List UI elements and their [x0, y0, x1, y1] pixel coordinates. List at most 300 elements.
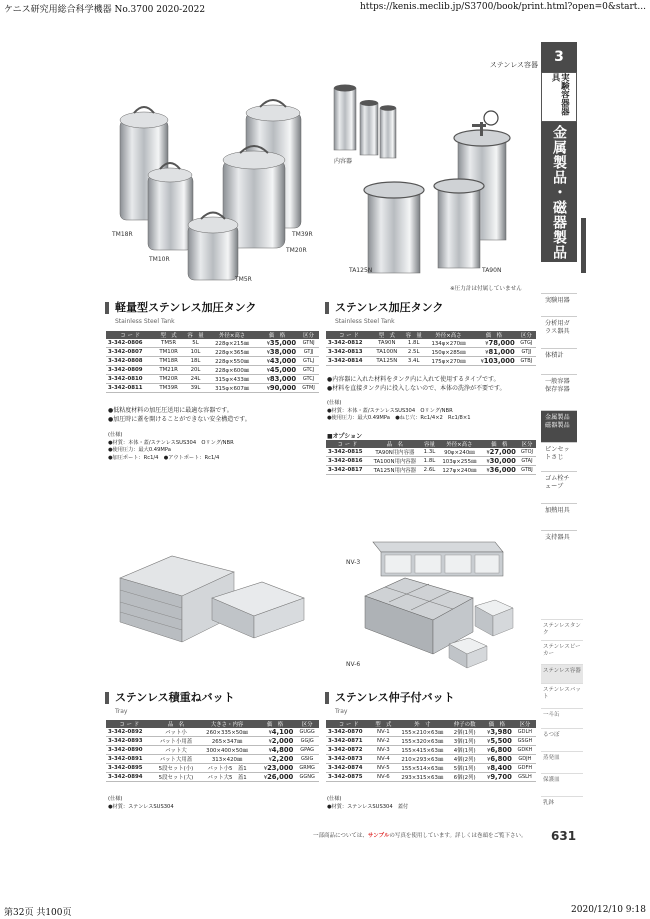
table-row: [326, 339, 536, 348]
column-header: 大きさ・内容: [199, 720, 255, 728]
table-cell: 175φ×270㎜: [426, 357, 471, 366]
table-cell: GGJG: [295, 737, 319, 746]
table-cell: GTCJ: [298, 366, 319, 375]
table-cell: GTMJ: [298, 384, 319, 393]
yen-sign: ¥: [266, 386, 270, 393]
pressure-tank-subtitle: Stainless Steel Tank: [335, 318, 395, 325]
price-cell: ¥3,980: [480, 728, 514, 737]
table-cell: 6個(2列): [449, 773, 480, 782]
table-cell: 315φ×607㎜: [208, 384, 256, 393]
pressure-tank-note-1: ●内容器に入れた材料をタンク内に入れて使用するタイプです。: [327, 376, 500, 383]
column-header: 価 格: [480, 720, 514, 728]
column-header: 型 式: [154, 331, 182, 339]
price-cell: ¥9,700: [480, 773, 514, 782]
tank-photo-group: [108, 95, 323, 295]
table-cell: 313×420㎜: [199, 755, 255, 764]
code-cell: 3-342-0870: [326, 728, 371, 737]
yen-sign: ¥: [480, 359, 484, 366]
spec-material: ●材質：ステンレスSUS304: [108, 803, 174, 810]
code-cell: 3-342-0806: [106, 339, 154, 348]
pressure-tank-photo-group: [328, 78, 528, 278]
light-tank-table: [106, 331, 319, 393]
category-label: ステンレス容器: [489, 61, 538, 69]
yen-sign: ¥: [486, 450, 490, 457]
code-cell: 3-342-0809: [106, 366, 154, 375]
label-tm20r: TM20R: [286, 247, 307, 254]
code-cell: 3-342-0891: [106, 755, 153, 764]
table-cell: GPAG: [295, 746, 319, 755]
chapter-index: [541, 42, 577, 262]
tank-tm10r: [148, 163, 193, 250]
table-row: [106, 366, 319, 375]
table-row: [106, 755, 319, 764]
chapter-tab[interactable]: ピンセットさじ: [541, 442, 577, 471]
code-cell: 3-342-0873: [326, 755, 371, 764]
pressure-tank-title: ステンレス加圧タンク: [325, 302, 443, 314]
table-cell: GTAJ: [518, 457, 536, 466]
table-row: [106, 728, 319, 737]
table-cell: 150φ×285㎜: [426, 348, 471, 357]
light-tank-subtitle: Stainless Steel Tank: [115, 318, 175, 325]
label-nv6: NV-6: [346, 661, 361, 668]
footer-page-count: 第32页 共100页: [4, 908, 72, 918]
table-cell: 155×514×63㎜: [395, 764, 449, 773]
column-header: 型 式: [372, 331, 402, 339]
table-row: [326, 728, 536, 737]
label-inner-container: 内容器: [334, 158, 353, 165]
table-row: [106, 773, 319, 782]
section-subtab[interactable]: ステンレス容器: [541, 664, 583, 683]
table-cell: TA100N用内容器: [369, 457, 421, 466]
section-subtab[interactable]: るつぼ: [541, 728, 583, 751]
footer-timestamp: 2020/12/10 9:18: [571, 905, 646, 915]
code-cell: 3-342-0813: [326, 348, 372, 357]
yen-sign: ¥: [268, 757, 272, 764]
table-cell: GGNG: [295, 773, 319, 782]
code-cell: 3-342-0812: [326, 339, 372, 348]
table-cell: 90φ×240㎜: [438, 448, 480, 457]
table-cell: TM21R: [154, 366, 182, 375]
chapter-tab[interactable]: 体積計: [541, 348, 577, 374]
column-header: コ ー ド: [326, 331, 372, 339]
spec-heading: (仕様): [108, 796, 123, 802]
table-cell: GTGJ: [517, 339, 536, 348]
yen-sign: ¥: [487, 739, 491, 746]
table-cell: GSLH: [514, 773, 536, 782]
table-row: [326, 746, 536, 755]
price-cell: ¥23,000: [255, 764, 295, 773]
light-tank-notes: [108, 407, 251, 424]
price-cell: ¥5,500: [480, 737, 514, 746]
code-cell: 3-342-0817: [326, 466, 369, 475]
stack-tray-title: ステンレス積重ねバット: [105, 692, 235, 704]
table-cell: NV-5: [371, 764, 395, 773]
section-subtab[interactable]: ステンレスタンク: [541, 619, 583, 640]
table-cell: 134φ×270㎜: [426, 339, 471, 348]
table-cell: GSIG: [295, 755, 319, 764]
table-row: [106, 348, 319, 357]
label-tm5r: TM5R: [235, 276, 252, 283]
code-cell: 3-342-0894: [106, 773, 153, 782]
yen-sign: ¥: [266, 368, 270, 375]
code-cell: 3-342-0872: [326, 746, 371, 755]
table-cell: NV-3: [371, 746, 395, 755]
column-header: 区分: [295, 720, 319, 728]
table-cell: 155×415×63㎜: [395, 746, 449, 755]
table-cell: 127φ×240㎜: [438, 466, 480, 475]
column-header: 価 格: [255, 720, 295, 728]
table-cell: TA125N: [372, 357, 402, 366]
yen-sign: ¥: [263, 775, 268, 782]
price-cell: ¥30,000: [481, 457, 518, 466]
table-row: [106, 764, 319, 773]
table-cell: 3.4L: [402, 357, 426, 366]
divider-tray-photo: [345, 536, 525, 671]
yen-sign: ¥: [266, 377, 270, 384]
browser-print-header: [0, 2, 650, 14]
spec-pressure: ●使用圧力：最大0.49MPa: [108, 447, 171, 454]
table-cell: 20L: [183, 366, 208, 375]
column-header: コ ー ド: [326, 440, 369, 448]
table-cell: TM10R: [154, 348, 182, 357]
page-number: 631: [551, 829, 577, 843]
table-cell: 1.8L: [402, 339, 426, 348]
label-ta125n: TA125N: [349, 267, 373, 274]
yen-sign: ¥: [486, 468, 490, 475]
price-cell: ¥38,000: [256, 348, 298, 357]
divider-tray-spec: [327, 796, 408, 811]
code-cell: 3-342-0810: [106, 375, 154, 384]
chapter-tab[interactable]: 実験用器: [541, 293, 577, 316]
table-row: [326, 737, 536, 746]
yen-sign: ¥: [487, 748, 491, 755]
table-cell: TA100N: [372, 348, 402, 357]
table-cell: 155×320×63㎜: [395, 737, 449, 746]
price-cell: ¥103,000: [471, 357, 517, 366]
table-cell: バット小: [153, 728, 200, 737]
spec-ports: ●加圧ポート：Rc1/4 ●アウトポート：Rc1/4: [108, 454, 220, 461]
code-cell: 3-342-0890: [106, 746, 153, 755]
table-cell: 210×293×63㎜: [395, 755, 449, 764]
table-cell: 1.3L: [421, 448, 438, 457]
table-cell: NV-6: [371, 773, 395, 782]
column-header: 外 寸: [395, 720, 449, 728]
yen-sign: ¥: [487, 766, 491, 773]
table-cell: GRMG: [295, 764, 319, 773]
section-subtab[interactable]: 保護皿: [541, 773, 583, 796]
code-cell: 3-342-0875: [326, 773, 371, 782]
table-cell: GTNJ: [298, 339, 319, 348]
table-cell: 228φ×365㎜: [208, 348, 256, 357]
chapter-tab[interactable]: ゴム栓チューブ: [541, 471, 577, 503]
yen-sign: ¥: [487, 730, 491, 737]
table-cell: バット大用蓋: [153, 755, 200, 764]
table-cell: 2.5L: [402, 348, 426, 357]
light-tank-note-1: ●低粘度材料の加圧圧送用に最適な容器です。: [108, 407, 233, 414]
pressure-tank-table: [326, 331, 536, 366]
pressure-tank-notes: [327, 376, 506, 393]
yen-sign: ¥: [268, 739, 272, 746]
chapter-tab[interactable]: 加熱用具: [541, 503, 577, 530]
table-cell: 4個(2列): [449, 755, 480, 764]
tank-ta90n: [434, 179, 484, 268]
yen-sign: ¥: [268, 730, 272, 737]
yen-sign: ¥: [487, 757, 491, 764]
table-cell: GDFH: [514, 764, 536, 773]
table-cell: GDLH: [514, 728, 536, 737]
table-cell: 1.8L: [421, 457, 438, 466]
note-text-pre: 一部商品については、: [313, 833, 368, 839]
price-cell: ¥35,000: [256, 339, 298, 348]
price-cell: ¥2,000: [255, 737, 295, 746]
spec-pressure: ●使用圧力：最大0.49MPa ●ねじ穴：Rc1/4×2 Rc1/8×1: [327, 415, 471, 422]
code-cell: 3-342-0874: [326, 764, 371, 773]
tank-tm5r: [188, 213, 238, 281]
column-header: 容 量: [183, 331, 208, 339]
price-cell: ¥78,000: [471, 339, 517, 348]
table-cell: 24L: [183, 375, 208, 384]
table-cell: GTCJ: [298, 375, 319, 384]
stack-tray-table: [106, 720, 319, 782]
divider-tray-table: [326, 720, 536, 782]
table-row: [326, 773, 536, 782]
table-cell: TM18R: [154, 357, 182, 366]
column-header: 外径×高さ: [208, 331, 256, 339]
spec-material: ●材質：本体・蓋/ステンレスSUS304 Oリング/NBR: [108, 439, 234, 446]
table-cell: 5個(1列): [449, 764, 480, 773]
option-heading: ■オプション: [327, 433, 363, 440]
column-header: コ ー ド: [106, 720, 153, 728]
section-title: 金属製品・磁器製品: [541, 122, 577, 262]
table-cell: TM39R: [154, 384, 182, 393]
code-cell: 3-342-0814: [326, 357, 372, 366]
column-header: コ ー ド: [326, 720, 371, 728]
table-row: [326, 357, 536, 366]
chapter-tab[interactable]: 分析用ガラス器具: [541, 316, 577, 348]
column-header: 容量: [421, 440, 438, 448]
column-header: 区分: [517, 331, 536, 339]
table-cell: 2個(1列): [449, 728, 480, 737]
pressure-tank-spec: [327, 400, 471, 423]
table-cell: 5段セット(小): [153, 764, 200, 773]
stack-tray-photo: [112, 550, 312, 655]
code-cell: 3-342-0808: [106, 357, 154, 366]
yen-sign: ¥: [263, 766, 268, 773]
table-row: [106, 737, 319, 746]
section-subtab[interactable]: 乳鉢: [541, 796, 583, 816]
price-cell: ¥83,000: [256, 375, 298, 384]
table-cell: TM5R: [154, 339, 182, 348]
column-header: 価 格: [481, 440, 518, 448]
label-nv3: NV-3: [346, 559, 361, 566]
price-cell: ¥27,000: [481, 448, 518, 457]
divider-tray-title: ステンレス仲子付バット: [325, 692, 455, 704]
table-row: [106, 375, 319, 384]
table-row: [106, 384, 319, 393]
table-cell: 5段セット(大): [153, 773, 200, 782]
price-cell: ¥8,400: [480, 764, 514, 773]
table-cell: GTBJ: [517, 357, 536, 366]
browser-print-footer: [0, 905, 650, 917]
code-cell: 3-342-0816: [326, 457, 369, 466]
chapter-tab[interactable]: 金属製品磁器製品: [541, 410, 577, 442]
column-header: 品 名: [369, 440, 421, 448]
table-row: [106, 339, 319, 348]
column-header: 外径×高さ: [426, 331, 471, 339]
table-header-row: [106, 720, 319, 728]
table-cell: バット大: [153, 746, 200, 755]
yen-sign: ¥: [485, 341, 489, 348]
label-tm10r: TM10R: [149, 256, 170, 263]
section-subtab[interactable]: ステンレスビーカー: [541, 640, 583, 664]
table-cell: 260×335×50㎜: [199, 728, 255, 737]
divider-tray-subtitle: Tray: [335, 708, 348, 715]
table-header-row: [326, 440, 536, 448]
chapter-tab[interactable]: 支持器具: [541, 530, 577, 555]
column-header: コ ー ド: [106, 331, 154, 339]
table-cell: TA90N: [372, 339, 402, 348]
section-subtab[interactable]: 一斗缶: [541, 708, 583, 728]
column-header: 区分: [518, 440, 536, 448]
column-header: 外径×高さ: [438, 440, 480, 448]
yen-sign: ¥: [487, 775, 491, 782]
price-cell: ¥2,200: [255, 755, 295, 764]
table-cell: 155×210×63㎜: [395, 728, 449, 737]
code-cell: 3-342-0895: [106, 764, 153, 773]
table-row: [326, 764, 536, 773]
header-title: ケニス研究用総合科学機器 No.3700 2020-2022: [4, 5, 206, 15]
chapter-number: 3: [541, 42, 577, 72]
price-cell: ¥36,000: [481, 466, 518, 475]
table-cell: 2.6L: [421, 466, 438, 475]
tank-ta125n: [364, 182, 424, 273]
header-url[interactable]: https://kenis.meclib.jp/S3700/book/print.html?open=0&start...: [359, 2, 646, 12]
inner-containers: [334, 85, 396, 159]
code-cell: 3-342-0815: [326, 448, 369, 457]
table-cell: GTJJ: [298, 348, 319, 357]
yen-sign: ¥: [486, 459, 490, 466]
section-marker: [581, 218, 586, 273]
code-cell: 3-342-0871: [326, 737, 371, 746]
table-cell: 10L: [183, 348, 208, 357]
light-tank-note-2: ●加圧時に蓋を開けることができない安全構造です。: [108, 415, 251, 423]
chapter-title: 実験容器器具: [541, 72, 577, 122]
column-header: 容 量: [402, 331, 426, 339]
price-cell: ¥43,000: [256, 357, 298, 366]
table-header-row: [326, 331, 536, 339]
option-table: [326, 440, 536, 475]
spec-material: ●材質：ステンレスSUS304 蓋付: [327, 803, 409, 810]
table-cell: 228φ×215㎜: [208, 339, 256, 348]
price-cell: ¥4,800: [255, 746, 295, 755]
yen-sign: ¥: [266, 350, 270, 357]
column-header: 区分: [298, 331, 319, 339]
section-subtab[interactable]: ステンレスバット: [541, 683, 583, 708]
table-cell: NV-1: [371, 728, 395, 737]
label-ta90n: TA90N: [482, 267, 502, 274]
chapter-tab[interactable]: 一般容器保存容器: [541, 374, 577, 410]
price-cell: ¥26,000: [255, 773, 295, 782]
gauge-note: ※圧力計は付属していません: [450, 286, 522, 292]
column-header: 品 名: [153, 720, 200, 728]
yen-sign: ¥: [268, 748, 272, 755]
table-cell: GTOJ: [518, 448, 536, 457]
column-header: 仲子の数: [449, 720, 480, 728]
stack-tray-spec: [108, 796, 174, 811]
table-row: [106, 746, 319, 755]
table-cell: GSGH: [514, 737, 536, 746]
price-cell: ¥90,000: [256, 384, 298, 393]
table-cell: 300×400×50㎜: [199, 746, 255, 755]
table-cell: TA90N用内容器: [369, 448, 421, 457]
table-header-row: [106, 331, 319, 339]
table-cell: 228φ×600㎜: [208, 366, 256, 375]
light-tank-spec: [108, 432, 234, 462]
tray-nv3: [373, 542, 503, 576]
price-cell: ¥6,800: [480, 755, 514, 764]
column-header: 価 格: [256, 331, 298, 339]
yen-sign: ¥: [266, 359, 270, 366]
table-row: [326, 755, 536, 764]
table-cell: NV-4: [371, 755, 395, 764]
table-row: [326, 466, 536, 475]
note-text-post: の写真を使用しています。詳しくは巻頭をご覧下さい。: [389, 833, 527, 839]
table-cell: 4個(1列): [449, 746, 480, 755]
column-header: 型 式: [371, 720, 395, 728]
yen-sign: ¥: [266, 341, 270, 348]
table-row: [326, 348, 536, 357]
table-cell: 39L: [183, 384, 208, 393]
table-cell: バット大5 蓋1: [199, 773, 255, 782]
light-tank-title: 軽量型ステンレス加圧タンク: [105, 302, 256, 314]
table-cell: 315φ×433㎜: [208, 375, 256, 384]
note-text-sample: サンプル: [367, 833, 390, 839]
table-cell: GTJJ: [517, 348, 536, 357]
code-cell: 3-342-0811: [106, 384, 154, 393]
table-cell: GTLJ: [298, 357, 319, 366]
label-tm39r: TM39R: [292, 231, 313, 238]
table-cell: 293×315×63㎜: [395, 773, 449, 782]
price-cell: ¥45,000: [256, 366, 298, 375]
table-cell: 5L: [183, 339, 208, 348]
column-header: 区分: [514, 720, 536, 728]
price-cell: ¥4,100: [255, 728, 295, 737]
table-cell: 265×347㎜: [199, 737, 255, 746]
table-header-row: [326, 720, 536, 728]
table-cell: バット小用蓋: [153, 737, 200, 746]
code-cell: 3-342-0893: [106, 737, 153, 746]
label-tm18r: TM18R: [112, 231, 133, 238]
table-row: [326, 448, 536, 457]
table-cell: TM20R: [154, 375, 182, 384]
spec-heading: (仕様): [327, 400, 342, 406]
section-subtab[interactable]: 蒸発皿: [541, 751, 583, 773]
table-row: [326, 457, 536, 466]
pressure-tank-note-2: ●材料を直接タンク内に投入しないので、本体の洗浄が不要です。: [327, 384, 506, 392]
table-cell: GDKH: [514, 746, 536, 755]
code-cell: 3-342-0807: [106, 348, 154, 357]
price-cell: ¥6,800: [480, 746, 514, 755]
column-header: 価 格: [471, 331, 517, 339]
spec-heading: (仕様): [327, 796, 342, 802]
table-cell: 228φ×550㎜: [208, 357, 256, 366]
spec-material: ●材質：本体・蓋/ステンレスSUS304 Oリング/NBR: [327, 407, 453, 414]
spec-heading: (仕様): [108, 432, 123, 438]
price-cell: ¥81,000: [471, 348, 517, 357]
table-cell: TA125N用内容器: [369, 466, 421, 475]
table-row: [106, 357, 319, 366]
code-cell: 3-342-0892: [106, 728, 153, 737]
